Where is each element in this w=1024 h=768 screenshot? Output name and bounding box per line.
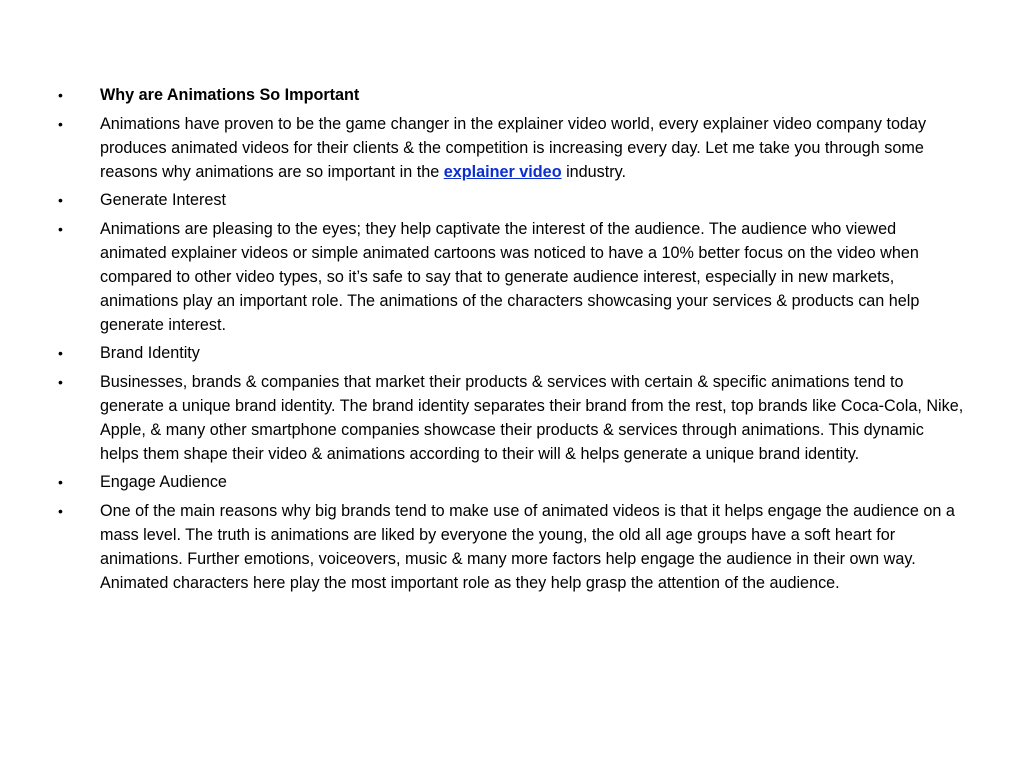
- interest-paragraph: Animations are pleasing to the eyes; they help captivate the interest of the audience. The audience who viewed animated explainer videos or simple animated cartoons was noticed to have a 10% better focus on the video when compared to other video types, so it’s safe to say that to generate audience interest, especially in new markets, animations play an important role. The animations of the characters showcasing your services & products can help generate interest.: [100, 219, 920, 334]
- bullet-item-generate-interest: [58, 188, 966, 212]
- bullet-item-heading: [58, 83, 966, 107]
- section-heading-brand-identity: Brand Identity: [100, 344, 200, 362]
- intro-paragraph: [100, 112, 966, 184]
- bullet-item-intro: [58, 112, 966, 184]
- bullet-list: [58, 83, 966, 599]
- bullet-icon: •: [58, 115, 63, 132]
- brand-paragraph: Businesses, brands & companies that market their products & services with certain & specific animations tend to generate a unique brand identity. The brand identity separates their brand from the rest, top brands like Coca-Cola, Nike, Apple, & many other smartphone companies showcase their products & services through animations. This dynamic helps them shape their video & animations according to their will & helps generate a unique brand identity.: [100, 372, 964, 463]
- bullet-item-interest-body: [58, 217, 966, 337]
- section-heading-engage-audience: Engage Audience: [100, 473, 227, 491]
- section-heading-generate-interest: Generate Interest: [100, 191, 226, 209]
- engage-paragraph: One of the main reasons why big brands tend to make use of animated videos is that it helps engage the audience on a mass level. The truth is animations are liked by everyone the young, the old all age groups have a soft heart for animations. Further emotions, voiceovers, music & many more factors help engage the audience in their own way. Animated characters here play the most important role as they help grasp the attention of the audience.: [100, 501, 955, 592]
- bullet-icon: •: [58, 220, 63, 237]
- bullet-icon: •: [58, 345, 63, 361]
- bullet-icon: •: [58, 87, 63, 103]
- bullet-item-brand-body: [58, 370, 966, 466]
- bullet-icon: •: [58, 192, 63, 208]
- bullet-icon: •: [58, 474, 63, 490]
- bullet-icon: •: [58, 502, 63, 519]
- bullet-item-engage-body: [58, 499, 966, 595]
- bullet-item-engage-audience: [58, 470, 966, 494]
- intro-text-end: industry.: [561, 162, 627, 181]
- bullet-icon: •: [58, 373, 63, 390]
- explainer-video-link[interactable]: explainer video: [443, 162, 562, 181]
- section-heading-importance: Why are Animations So Important: [100, 86, 360, 104]
- bullet-item-brand-identity: [58, 341, 966, 365]
- intro-text: Animations have proven to be the game changer in the explainer video world, every explainer video company today produces animated videos for their clients & the competition is increasing every day. Let me take you through some reasons why animations are so important in the: [100, 114, 927, 181]
